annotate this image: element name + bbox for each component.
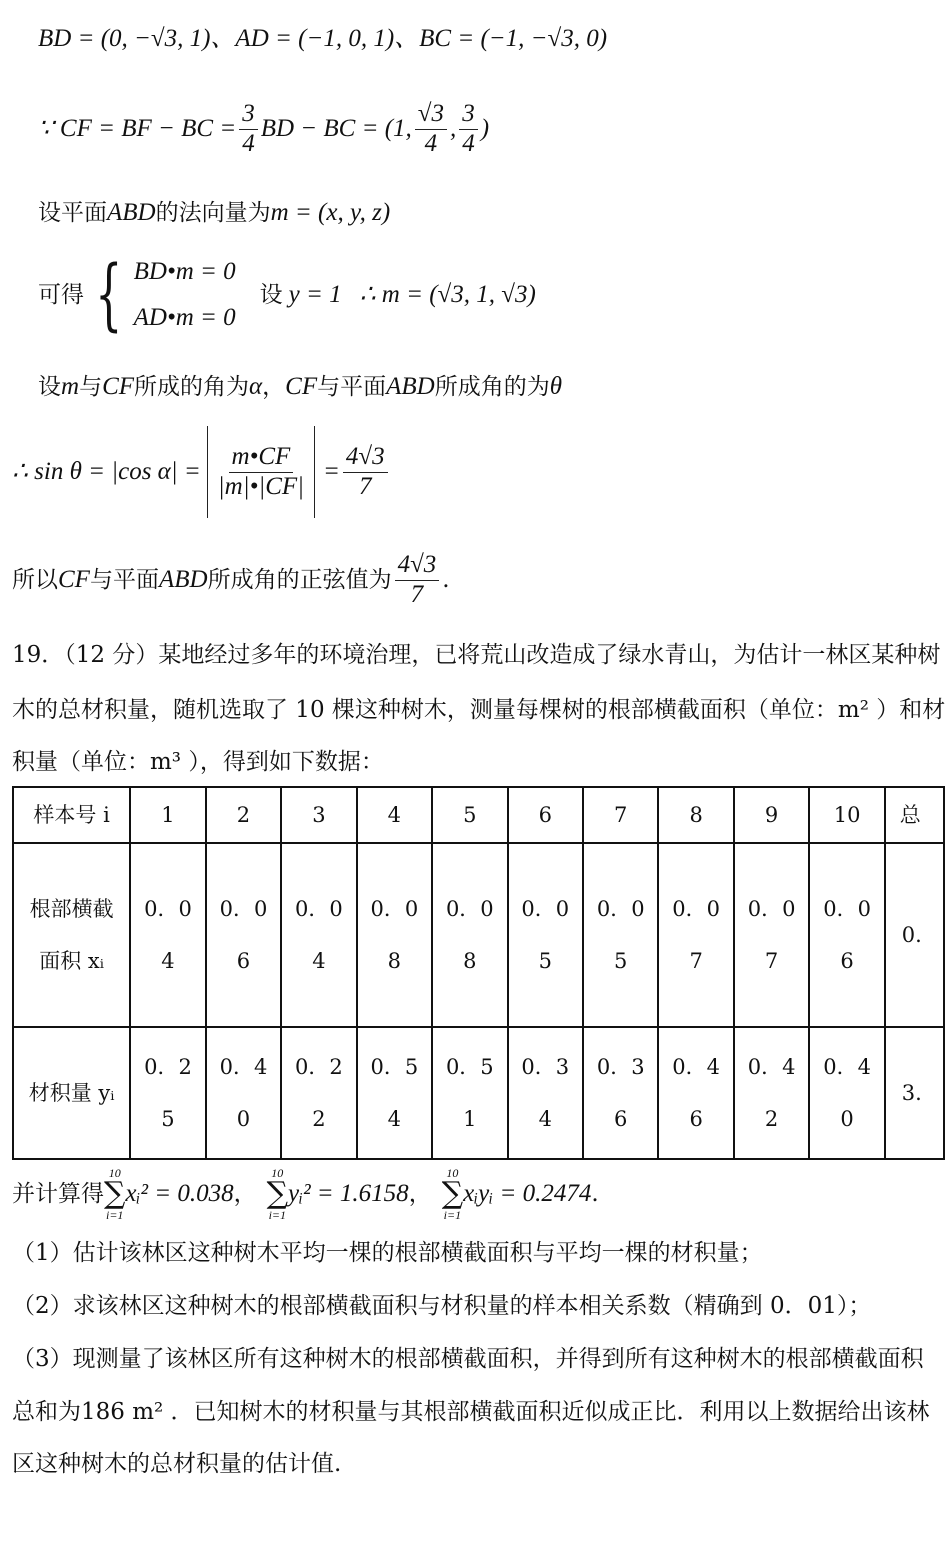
table-cell: 0．0 6	[809, 843, 884, 1027]
label-line: 面积 xᵢ	[39, 949, 104, 973]
separator: ，	[408, 1181, 432, 1207]
question-3-line-2: 总和为186 m² ．已知树木的材积量与其根部横截面积近似成正比．利用以上数据给出该林	[12, 1399, 930, 1425]
text: 设平面	[38, 200, 107, 226]
text: 所以	[12, 567, 58, 593]
table-cell: 0．0 7	[658, 843, 733, 1027]
problem-text-1: 19．（12 分）某地经过多年的环境治理，已将荒山改造成了绿水青山，为估计一林区某种树	[12, 642, 941, 668]
question-3-line-3: 区这种树木的总材积量的估计值.	[12, 1451, 342, 1477]
fraction-numerator: 3	[459, 100, 478, 130]
fraction-three-quarters	[239, 100, 258, 159]
fraction-numerator: √3	[415, 100, 447, 130]
text: 可得	[38, 282, 84, 308]
fraction-denominator: 4	[462, 129, 475, 157]
text: 所成角的正弦值为	[207, 567, 392, 593]
table-cell: 0．0 5	[583, 843, 658, 1027]
text: ，	[262, 374, 286, 400]
fraction-denominator: |m|•|CF|	[217, 472, 305, 500]
vector-bd-ad-bc: BD = (0, −√3, 1)、AD = (−1, 0, 1)、BC = (−1, −√3, 0)	[38, 25, 608, 52]
answer-fraction	[395, 551, 440, 610]
sine-expression: ∴ sin θ = |cos α| =	[12, 458, 201, 485]
header-cell: 总	[885, 787, 944, 843]
text: 的法向量为	[155, 200, 271, 226]
table-cell: 0．0 5	[508, 843, 583, 1027]
cf-expression-tail: BD − BC = (1,	[260, 115, 412, 143]
text: 所成的角为	[134, 374, 250, 400]
header-cell: 8	[658, 787, 733, 843]
table-cell: 0．3 6	[583, 1027, 658, 1159]
table-cell: 0．4 6	[658, 1027, 733, 1159]
sum-y-squared: yᵢ² = 1.6158	[288, 1180, 409, 1207]
header-cell: 6	[508, 787, 583, 843]
table-header-row	[13, 787, 944, 843]
table-cell: 0．0 8	[357, 843, 432, 1027]
left-brace: {	[95, 250, 123, 340]
angle-definition-line	[38, 372, 562, 402]
line-cf: CF	[58, 566, 90, 593]
header-cell: 9	[734, 787, 809, 843]
fraction-denominator: 7	[359, 472, 372, 500]
fraction-numerator: 3	[239, 100, 258, 130]
row-label: 材积量 yᵢ	[13, 1027, 130, 1159]
fraction-numerator: 4√3	[395, 551, 440, 581]
sum-x-squared: xᵢ² = 0.038	[125, 1180, 234, 1207]
period: .	[442, 567, 450, 593]
table-cell: 0．3 4	[508, 1027, 583, 1159]
table-row-volume	[13, 1027, 944, 1159]
problem-text-3: 积量（单位：m³ ），得到如下数据：	[12, 749, 384, 775]
question-3-line-1: （3）现测量了该林区所有这种树木的根部横截面积，并得到所有这种树木的根部横截面积	[12, 1346, 924, 1372]
table-cell: 0．5 4	[357, 1027, 432, 1159]
fraction-denominator: 7	[410, 580, 424, 608]
equation-2: AD•m = 0	[133, 304, 236, 331]
plane-name: ABD	[107, 199, 156, 226]
header-cell: 4	[357, 787, 432, 843]
text: 设	[38, 374, 61, 400]
question-2: （2）求该林区这种树木的根部横截面积与材积量的样本相关系数（精确到 0．01）；	[12, 1293, 872, 1319]
table-cell: 0．2 2	[281, 1027, 356, 1159]
y-assignment: y = 1	[288, 281, 342, 308]
vector-components-line	[38, 24, 607, 54]
table-row-area	[13, 843, 944, 1027]
table-cell: 0．5 1	[432, 1027, 507, 1159]
fraction-numerator: 4√3	[343, 443, 388, 473]
equation-system	[134, 249, 236, 341]
header-cell: 3	[281, 787, 356, 843]
normal-vector-result: ∴ m = (√3, 1, √3)	[359, 281, 536, 308]
sigma-symbol: 10 ∑ i=1	[441, 1166, 464, 1222]
table-cell: 0．0 7	[734, 843, 809, 1027]
line-cf: CF	[285, 373, 318, 400]
header-cell: 2	[206, 787, 281, 843]
text: 设	[259, 282, 283, 308]
sum-xy: xᵢyᵢ = 0.2474	[463, 1180, 592, 1207]
header-cell: 10	[809, 787, 884, 843]
fraction-root3-over-4	[415, 100, 447, 159]
header-cell: 7	[583, 787, 658, 843]
header-cell: 样本号 i	[13, 787, 130, 843]
sine-computation-line	[12, 422, 391, 522]
text: 与	[79, 374, 103, 400]
plane-name: ABD	[386, 373, 435, 400]
question-1: （1）估计该林区这种树木平均一棵的根部横截面积与平均一棵的材积量；	[12, 1240, 763, 1266]
row-label	[13, 843, 130, 1027]
equals: =	[323, 458, 340, 485]
sums-line	[12, 1166, 599, 1222]
fraction-denominator: 4	[424, 129, 438, 157]
sigma-symbol: 10 ∑ i=1	[266, 1166, 289, 1222]
vector-m: m	[61, 373, 80, 400]
cf-expression: CF = BF − BC =	[59, 115, 237, 143]
conclusion-line	[12, 540, 450, 620]
vector-cf: CF	[102, 373, 135, 400]
table-cell-total: 0.	[885, 843, 944, 1027]
period: .	[591, 1181, 599, 1207]
system-line	[38, 250, 536, 340]
header-cell: 5	[432, 787, 507, 843]
table-cell: 0．4 0	[809, 1027, 884, 1159]
separator: ，	[233, 1181, 257, 1207]
text: 并计算得	[12, 1181, 104, 1207]
vector-cf-line: ∵ CF = BF − BC = $\frac{3}{4}$ BD − BC = (1, $\frac{√3}{4}$ , $\frac{3}{4}$ )	[38, 100, 490, 157]
data-table	[12, 786, 945, 1160]
table-cell: 0．4 2	[734, 1027, 809, 1159]
result-fraction	[343, 443, 388, 502]
normal-vector-line	[38, 198, 390, 228]
table-cell: 0．2 5	[130, 1027, 205, 1159]
table-cell: 0．4 0	[206, 1027, 281, 1159]
table-cell: 0．0 4	[281, 843, 356, 1027]
text: 与平面	[317, 374, 387, 400]
fraction-3-over-4	[459, 100, 478, 159]
text: 与平面	[89, 567, 159, 593]
alpha-symbol: α	[249, 373, 263, 400]
normal-vector-def: m = (x, y, z)	[270, 199, 391, 226]
header-cell: 1	[130, 787, 205, 843]
sigma-symbol: 10 ∑ i=1	[104, 1166, 126, 1222]
table-cell: 0．0 4	[130, 843, 205, 1027]
fraction-denominator: 4	[242, 129, 255, 157]
label-line: 根部横截	[29, 897, 114, 921]
plane-name: ABD	[158, 566, 208, 593]
fraction-numerator: m•CF	[229, 443, 294, 473]
table-cell: 0．0 8	[432, 843, 507, 1027]
equation-1: BD•m = 0	[133, 258, 236, 285]
text: 所成角的为	[434, 374, 550, 400]
abs-fraction	[207, 426, 315, 518]
table-cell: 0．0 6	[206, 843, 281, 1027]
because-symbol: ∵	[38, 115, 54, 143]
problem-text-2: 木的总材积量，随机选取了 10 棵这种树木，测量每棵树的根部横截面积（单位：m² ）和材	[12, 697, 945, 723]
table-cell-total: 3.	[885, 1027, 944, 1159]
theta-symbol: θ	[549, 373, 562, 400]
